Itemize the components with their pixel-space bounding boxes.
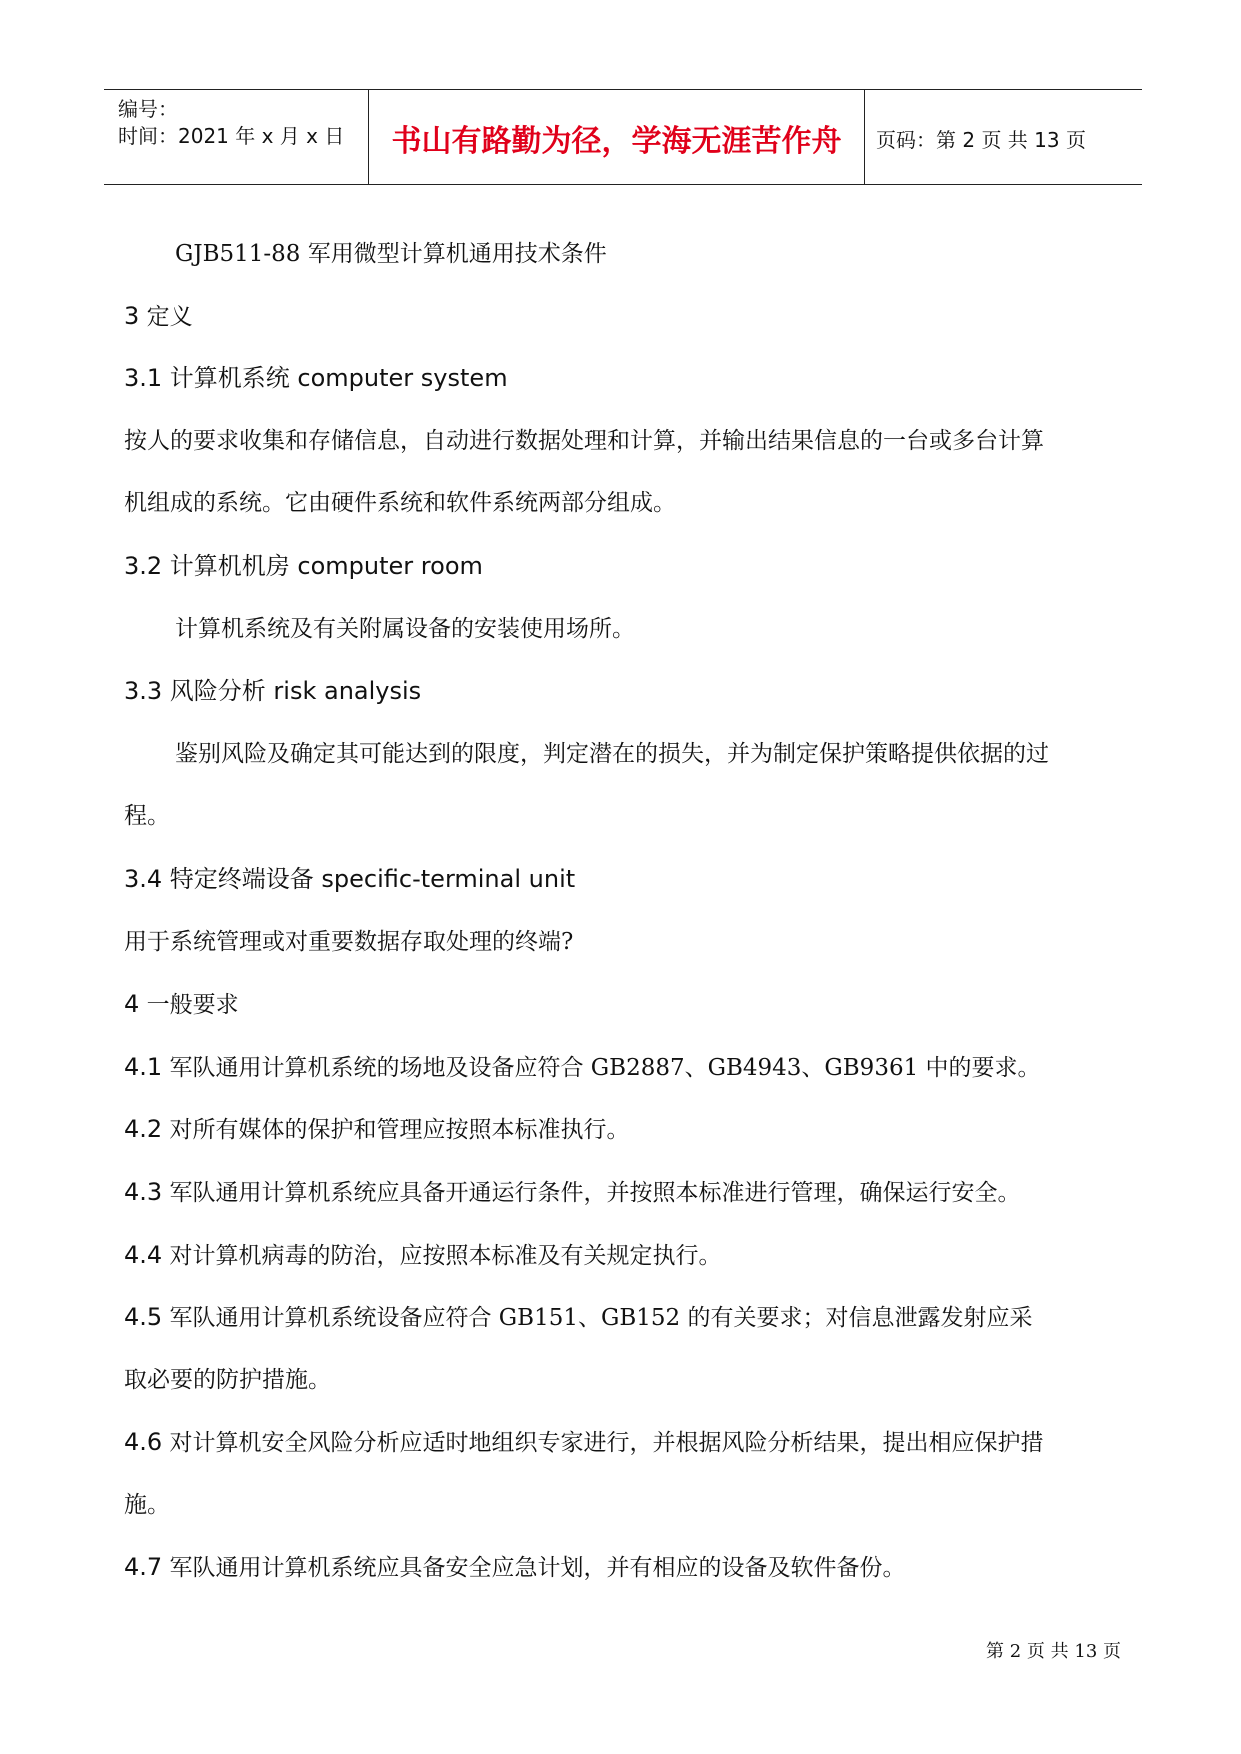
line-text: 程。: [124, 803, 170, 830]
line-text: 取必要的防护措施。: [124, 1366, 331, 1393]
clause-text: 对计算机病毒的防治，应按照本标准及有关规定执行。: [162, 1242, 722, 1269]
clause-number: 4.4: [124, 1240, 163, 1269]
section-number: 3.4: [124, 864, 163, 893]
clause-line: [124, 1292, 1124, 1355]
document-number-label: 编号：: [118, 97, 178, 121]
clause-text: 军队通用计算机系统的场地及设备应符合 GB2887、GB4943、GB9361 中的要求。: [162, 1054, 1041, 1081]
paragraph-line: [124, 416, 1124, 479]
section-number: 4: [124, 990, 140, 1019]
clause-text: 军队通用计算机系统应具备安全应急计划，并有相应的设备及软件备份。: [162, 1555, 906, 1582]
clause-number: 4.3: [124, 1177, 163, 1206]
document-time-label: 时间：2021 年 x 月 x 日: [118, 124, 345, 148]
clause-line: [124, 1417, 1124, 1480]
definition-term: 计算机系统 computer system: [162, 364, 508, 393]
clause-number: 4.1: [124, 1052, 163, 1081]
paragraph-line: [124, 1355, 1124, 1418]
clause-line: [124, 1542, 1124, 1605]
clause-text: 对计算机安全风险分析应适时地组织专家进行，并根据风险分析结果，提出相应保护措: [162, 1430, 1044, 1457]
paragraph-line: [124, 1480, 1124, 1543]
definition-term: 计算机机房 computer room: [162, 551, 483, 580]
definition-heading: [124, 666, 1124, 729]
paragraph-line: [124, 917, 1124, 980]
definition-heading: [124, 541, 1124, 604]
clause-number: 4.6: [124, 1428, 163, 1457]
line-text: 施。: [124, 1491, 170, 1518]
paragraph-line: [124, 478, 1124, 541]
document-body: [124, 228, 1124, 1605]
line-text: 鉴别风险及确定其可能达到的限度，判定潜在的损失，并为制定保护策略提供依据的过: [175, 740, 1049, 767]
section-number: 3.2: [124, 551, 163, 580]
line-text: 机组成的系统。它由硬件系统和软件系统两部分组成。: [124, 490, 676, 517]
section-number: 3: [124, 301, 140, 330]
header-left-cell: [104, 90, 368, 184]
clause-number: 4.5: [124, 1303, 163, 1332]
line-text: GJB511-88 军用微型计算机通用技术条件: [175, 241, 607, 267]
clause-number: 4.2: [124, 1115, 163, 1144]
line-text: 用于系统管理或对重要数据存取处理的终端?: [124, 928, 574, 955]
header-page-info: 页码：第 2 页 共 13 页: [876, 128, 1086, 152]
header-motto: 书山有路勤为径，学海无涯苦作舟: [391, 124, 842, 159]
definition-heading: [124, 353, 1124, 416]
section-heading: [124, 979, 1124, 1042]
definition-term: 特定终端设备 specific-terminal unit: [162, 864, 576, 893]
section-number: 3.1: [124, 364, 163, 393]
paragraph-line: [124, 791, 1124, 854]
clause-number: 4.7: [124, 1553, 163, 1582]
paragraph-line: [124, 729, 1124, 792]
header-right-cell: [863, 90, 1142, 184]
clause-text: 军队通用计算机系统设备应符合 GB151、GB152 的有关要求；对信息泄露发射应采: [162, 1305, 1033, 1332]
header-motto-cell: [368, 90, 865, 184]
section-heading: [124, 291, 1124, 354]
section-title: 定义: [139, 303, 193, 330]
clause-line: [124, 1167, 1124, 1230]
definition-term: 风险分析 risk analysis: [162, 677, 422, 706]
clause-line: [124, 1042, 1124, 1105]
clause-text: 对所有媒体的保护和管理应按照本标准执行。: [162, 1117, 630, 1144]
section-title: 一般要求: [139, 992, 239, 1019]
paragraph-line: [124, 604, 1124, 667]
document-title-line: [124, 228, 1124, 291]
clause-line: [124, 1230, 1124, 1293]
page-header: [104, 89, 1142, 185]
definition-heading: [124, 854, 1124, 917]
line-text: 计算机系统及有关附属设备的安装使用场所。: [175, 615, 635, 642]
clause-line: [124, 1104, 1124, 1167]
section-number: 3.3: [124, 677, 163, 706]
page-footer: 第 2 页 共 13 页: [986, 1641, 1121, 1662]
line-text: 按人的要求收集和存储信息，自动进行数据处理和计算，并输出结果信息的一台或多台计算: [124, 427, 1044, 454]
clause-text: 军队通用计算机系统应具备开通运行条件，并按照本标准进行管理，确保运行安全。: [162, 1179, 1021, 1206]
